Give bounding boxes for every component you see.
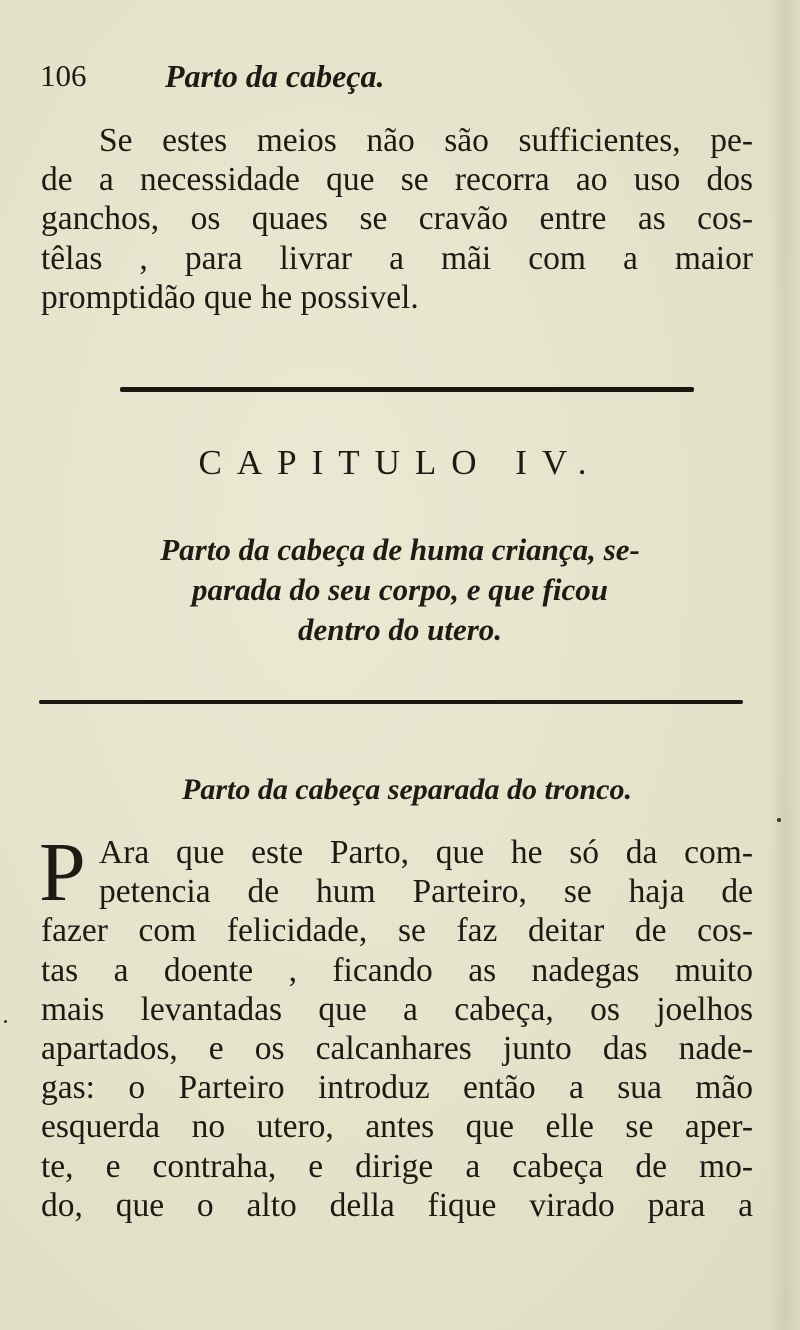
chapter-subtitle [60, 530, 740, 650]
text-line: te, e contraha, e dirige a cabeça de mo- [41, 1147, 753, 1185]
paragraph-1 [41, 121, 753, 317]
text-line: mais levantadas que a cabeça, os joelhos [41, 990, 753, 1028]
text-line: fazer com felicidade, se faz deitar de cos- [41, 912, 753, 950]
drop-cap: P [39, 826, 86, 919]
text-line: apartados, e os calcanhares junto das nade- [41, 1030, 753, 1068]
text-line: petencia de hum Parteiro, se haja de [99, 873, 753, 911]
text-line: gas: o Parteiro introduz então a sua mão [41, 1069, 753, 1107]
subtitle-line: Parto da cabeça de huma criança, se- [160, 532, 640, 567]
text-line: têlas , para livrar a mãi com a maior [41, 239, 753, 277]
text-line: Ara que este Parto, que he só da com- [99, 834, 753, 871]
paragraph-2 [39, 826, 753, 1225]
running-head [40, 56, 760, 96]
chapter-heading: CAPITULO IV. [198, 443, 602, 482]
text-line: promptidão que he possivel. [41, 278, 419, 316]
page-number: 106 [40, 58, 87, 93]
subtitle-line: dentro do utero. [297, 612, 503, 647]
ink-speck [777, 818, 781, 822]
subtitle-line: parada do seu corpo, e que ficou [192, 572, 608, 607]
text-line: tas a doente , ficando as nadegas muito [41, 951, 753, 989]
running-title: Parto da cabeça. [165, 58, 385, 94]
text-line: ganchos, os quaes se cravão entre as cos- [41, 200, 753, 238]
text-line: do, que o alto della fique virado para a [41, 1186, 753, 1224]
ink-speck [4, 1020, 7, 1023]
horizontal-rule-middle [39, 700, 743, 704]
text-line: de a necessidade que se recorra ao uso dos [41, 161, 753, 199]
horizontal-rule-top [120, 387, 694, 392]
text-line: esquerda no utero, antes que elle se aper- [41, 1108, 753, 1146]
text-line: Se estes meios não são sufficientes, pe- [99, 122, 753, 159]
section-heading: Parto da cabeça separada do tronco. [182, 773, 632, 806]
